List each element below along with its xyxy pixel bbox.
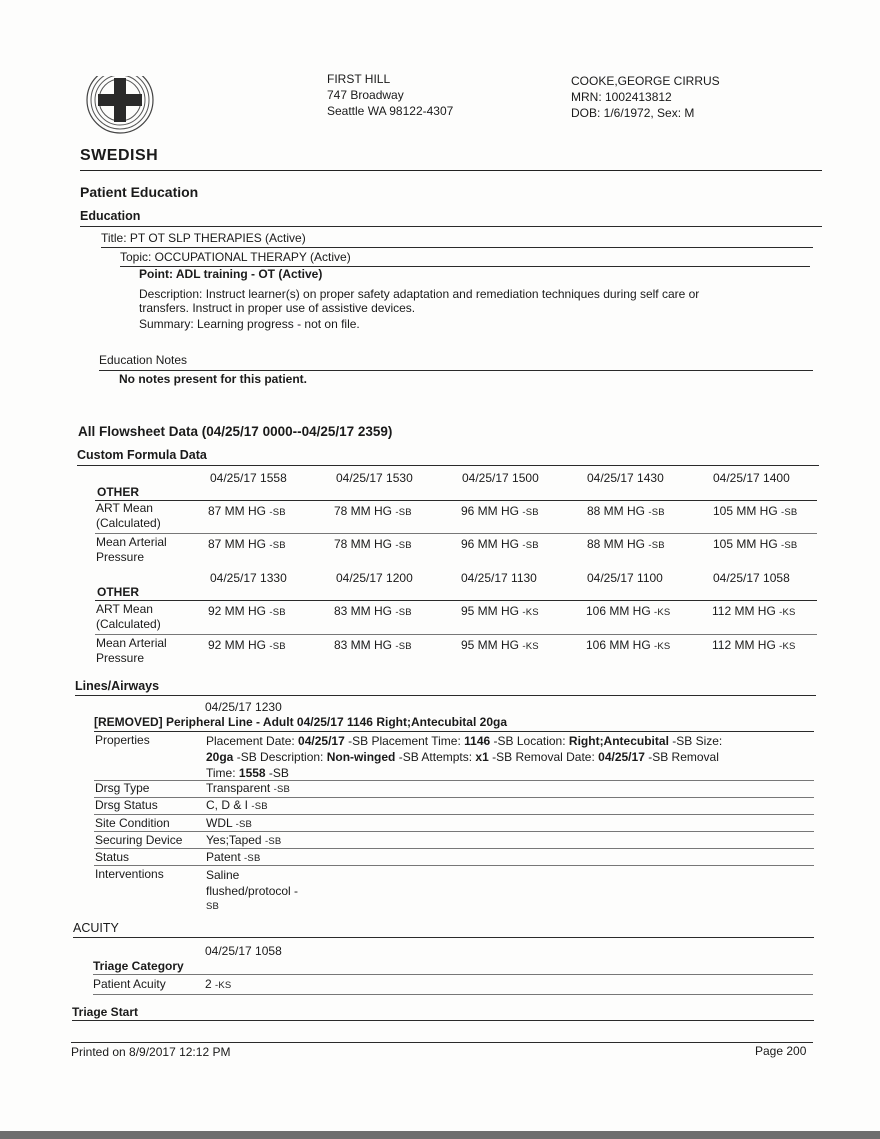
education-description-line1: Description: Instruct learner(s) on proper safety adaptation and remediation techniques during self care or xyxy=(139,287,700,301)
map-value xyxy=(334,638,412,652)
value: WDL xyxy=(206,816,233,830)
initials: -SB xyxy=(648,540,665,551)
time-header: 04/25/17 1530 xyxy=(336,471,413,485)
value: 20ga xyxy=(206,750,234,764)
site-condition-value xyxy=(206,816,252,830)
education-summary: Summary: Learning progress - not on file. xyxy=(139,317,360,331)
value: Transparent xyxy=(206,781,271,795)
value: 87 MM HG xyxy=(208,504,267,518)
securing-device-label: Securing Device xyxy=(95,833,183,847)
value: 78 MM HG xyxy=(334,537,393,551)
initials: -SB xyxy=(522,540,539,551)
value: Patent xyxy=(206,850,241,864)
initials: -KS xyxy=(522,641,539,652)
value: 96 MM HG xyxy=(461,504,520,518)
label-line: ART Mean xyxy=(96,501,153,515)
value: 112 MM HG xyxy=(712,638,776,652)
label-line: (Calculated) xyxy=(96,617,161,631)
value: Non-winged xyxy=(326,750,396,764)
label-line: Mean Arterial xyxy=(96,535,167,549)
value: 88 MM HG xyxy=(587,537,646,551)
value: Right;Antecubital xyxy=(568,734,669,748)
map-value xyxy=(208,638,286,652)
initials: -SB xyxy=(648,507,665,518)
value: 106 MM HG xyxy=(586,604,651,618)
status-label: Status xyxy=(95,850,130,864)
lines-time: 04/25/17 1230 xyxy=(205,700,282,714)
properties-label: Properties xyxy=(95,733,150,747)
map-value xyxy=(713,537,797,551)
divider xyxy=(94,731,814,732)
status-value xyxy=(206,850,260,864)
initials: -SB xyxy=(269,641,286,652)
acuity-time: 04/25/17 1058 xyxy=(205,944,282,958)
map-value xyxy=(586,638,670,652)
section-title: Patient Education xyxy=(80,184,199,200)
divider xyxy=(95,533,817,534)
group-label: OTHER xyxy=(97,585,139,599)
label-line: (Calculated) xyxy=(96,516,161,530)
triage-start: Triage Start xyxy=(72,1005,139,1019)
divider xyxy=(94,797,814,798)
properties-line1 xyxy=(206,733,816,749)
value: 112 MM HG xyxy=(712,604,776,618)
row-label-art-mean xyxy=(96,602,161,632)
text: -SB Attempts: xyxy=(395,750,476,764)
group-label: OTHER xyxy=(97,485,139,499)
art-value xyxy=(587,504,665,518)
initials: -KS xyxy=(654,641,671,652)
lines-airways-heading: Lines/Airways xyxy=(75,679,160,693)
text: Time: xyxy=(206,766,239,780)
interventions-label: Interventions xyxy=(95,867,164,881)
time-header: 04/25/17 1330 xyxy=(210,571,287,585)
drsg-status-label: Drsg Status xyxy=(95,798,158,812)
art-value xyxy=(208,504,286,518)
time-header: 04/25/17 1500 xyxy=(462,471,539,485)
art-value xyxy=(461,504,539,518)
divider xyxy=(95,600,817,601)
time-header: 04/25/17 1558 xyxy=(210,471,287,485)
initials: -KS xyxy=(215,980,232,991)
education-notes-text: No notes present for this patient. xyxy=(119,372,308,386)
value: 1146 xyxy=(464,734,491,748)
education-topic: Topic: OCCUPATIONAL THERAPY (Active) xyxy=(120,250,351,264)
label-line: Mean Arterial xyxy=(96,636,167,650)
footer-divider xyxy=(71,1042,813,1043)
map-value xyxy=(587,537,665,551)
properties-line2 xyxy=(206,749,816,765)
value-line: flushed/protocol - xyxy=(206,884,299,898)
time-header: 04/25/17 1430 xyxy=(587,471,664,485)
value: 88 MM HG xyxy=(587,504,646,518)
text: -SB Description: xyxy=(233,750,327,764)
divider xyxy=(93,974,813,975)
properties-line3 xyxy=(206,765,816,781)
value: 95 MM HG xyxy=(461,604,520,618)
map-value xyxy=(334,537,412,551)
art-value xyxy=(712,604,796,618)
interventions-value xyxy=(206,867,298,915)
map-value xyxy=(461,537,539,551)
initials: -SB xyxy=(395,607,412,618)
education-notes-heading: Education Notes xyxy=(99,353,188,367)
art-value xyxy=(586,604,670,618)
label-line: Pressure xyxy=(96,550,145,564)
divider xyxy=(94,865,814,866)
value: 83 MM HG xyxy=(334,638,393,652)
swedish-logo-icon xyxy=(84,64,156,136)
header-divider xyxy=(80,170,822,171)
label-line: Pressure xyxy=(96,651,145,665)
initials: -SB xyxy=(522,507,539,518)
value: 04/25/17 xyxy=(598,750,645,764)
initials: -KS xyxy=(779,607,796,618)
initials: -KS xyxy=(779,641,796,652)
time-header: 04/25/17 1400 xyxy=(713,471,790,485)
initials: -SB xyxy=(251,801,268,812)
initials: -KS xyxy=(522,607,539,618)
time-header: 04/25/17 1058 xyxy=(713,571,790,585)
value: 1558 xyxy=(238,766,266,780)
patient-dob: DOB: 1/6/1972, Sex: M xyxy=(571,106,695,120)
text: -SB Location: xyxy=(490,734,569,748)
divider xyxy=(72,1020,814,1021)
initials: -SB xyxy=(781,507,798,518)
divider xyxy=(75,695,816,696)
text: -SB xyxy=(265,766,289,780)
drsg-type-value xyxy=(206,781,290,795)
art-value xyxy=(713,504,797,518)
initials: -SB xyxy=(235,819,253,830)
value: x1 xyxy=(475,750,489,764)
divider xyxy=(73,937,814,938)
initials: -SB xyxy=(264,836,282,847)
divider xyxy=(77,465,819,466)
flowsheet-title: All Flowsheet Data (04/25/17 0000--04/25/17 2359) xyxy=(78,424,393,439)
value: 92 MM HG xyxy=(208,604,267,618)
patient-name: COOKE,GEORGE CIRRUS xyxy=(571,74,720,88)
value-line: Saline xyxy=(206,868,240,882)
initials: -SB xyxy=(269,507,286,518)
value: 106 MM HG xyxy=(586,638,651,652)
divider xyxy=(99,370,813,371)
map-value xyxy=(461,638,539,652)
divider xyxy=(95,500,817,501)
initials: -SB xyxy=(269,540,286,551)
logo-wordmark: SWEDISH xyxy=(80,147,159,164)
value: 83 MM HG xyxy=(334,604,393,618)
art-value xyxy=(208,604,286,618)
time-header: 04/25/17 1200 xyxy=(336,571,413,585)
securing-device-value xyxy=(206,833,281,847)
education-heading: Education xyxy=(80,209,141,223)
time-header: 04/25/17 1130 xyxy=(461,571,537,585)
value: 04/25/17 xyxy=(298,734,345,748)
education-description-line2: transfers. Instruct in proper use of assistive devices. xyxy=(139,301,416,315)
value: 2 xyxy=(205,977,212,991)
divider xyxy=(94,831,814,832)
initials: -SB xyxy=(273,784,291,795)
divider xyxy=(94,814,814,815)
value: 87 MM HG xyxy=(208,537,267,551)
patient-acuity-label: Patient Acuity xyxy=(93,977,166,991)
custom-formula-heading: Custom Formula Data xyxy=(77,448,207,462)
art-value xyxy=(334,604,412,618)
patient-acuity-value xyxy=(205,977,231,991)
initials: -SB xyxy=(781,540,798,551)
value: Yes;Taped xyxy=(206,833,262,847)
art-value xyxy=(461,604,539,618)
value: 78 MM HG xyxy=(334,504,393,518)
divider xyxy=(95,634,817,635)
row-label-art-mean xyxy=(96,501,161,531)
text: Placement Date: xyxy=(206,734,299,748)
divider xyxy=(94,780,814,781)
printed-on: Printed on 8/9/2017 12:12 PM xyxy=(71,1045,231,1059)
initials: -SB xyxy=(269,607,286,618)
text: -SB Removal xyxy=(644,750,719,764)
divider xyxy=(80,226,822,227)
initials: -KS xyxy=(654,607,671,618)
map-value xyxy=(208,537,286,551)
education-point: Point: ADL training - OT (Active) xyxy=(139,267,323,281)
lines-title: [REMOVED] Peripheral Line - Adult 04/25/17 1146 Right;Antecubital 20ga xyxy=(94,715,507,729)
row-label-mean-arterial xyxy=(96,535,167,565)
initials: -SB xyxy=(395,507,412,518)
initials: SB xyxy=(206,901,220,912)
text: -SB Placement Time: xyxy=(344,734,465,748)
art-value xyxy=(334,504,412,518)
initials: -SB xyxy=(395,540,412,551)
site-condition-label: Site Condition xyxy=(95,816,170,830)
divider xyxy=(101,247,813,248)
time-header: 04/25/17 1100 xyxy=(587,571,663,585)
patient-mrn: MRN: 1002413812 xyxy=(571,90,672,104)
divider xyxy=(93,994,813,995)
facility-name: FIRST HILL xyxy=(327,72,391,86)
triage-category: Triage Category xyxy=(93,959,184,973)
label-line: ART Mean xyxy=(96,602,153,616)
patient-info xyxy=(571,73,720,121)
row-label-mean-arterial xyxy=(96,636,167,666)
properties-text xyxy=(206,733,816,781)
facility-city: Seattle WA 98122-4307 xyxy=(327,104,454,118)
page-number: Page 200 xyxy=(755,1044,807,1058)
facility-street: 747 Broadway xyxy=(327,88,404,102)
value: C, D & I xyxy=(206,798,249,812)
scan-edge xyxy=(0,1131,880,1139)
map-value xyxy=(712,638,796,652)
initials: -SB xyxy=(395,641,412,652)
education-title: Title: PT OT SLP THERAPIES (Active) xyxy=(101,231,306,245)
initials: -SB xyxy=(244,853,261,864)
drsg-status-value xyxy=(206,798,268,812)
value: 105 MM HG xyxy=(713,537,778,551)
value: 92 MM HG xyxy=(208,638,267,652)
drsg-type-label: Drsg Type xyxy=(95,781,150,795)
value: 96 MM HG xyxy=(461,537,520,551)
text: -SB Removal Date: xyxy=(488,750,599,764)
acuity-heading: ACUITY xyxy=(73,921,119,935)
facility-address xyxy=(327,71,453,119)
divider xyxy=(94,848,814,849)
text: -SB Size: xyxy=(668,734,723,748)
value: 105 MM HG xyxy=(713,504,778,518)
value: 95 MM HG xyxy=(461,638,520,652)
